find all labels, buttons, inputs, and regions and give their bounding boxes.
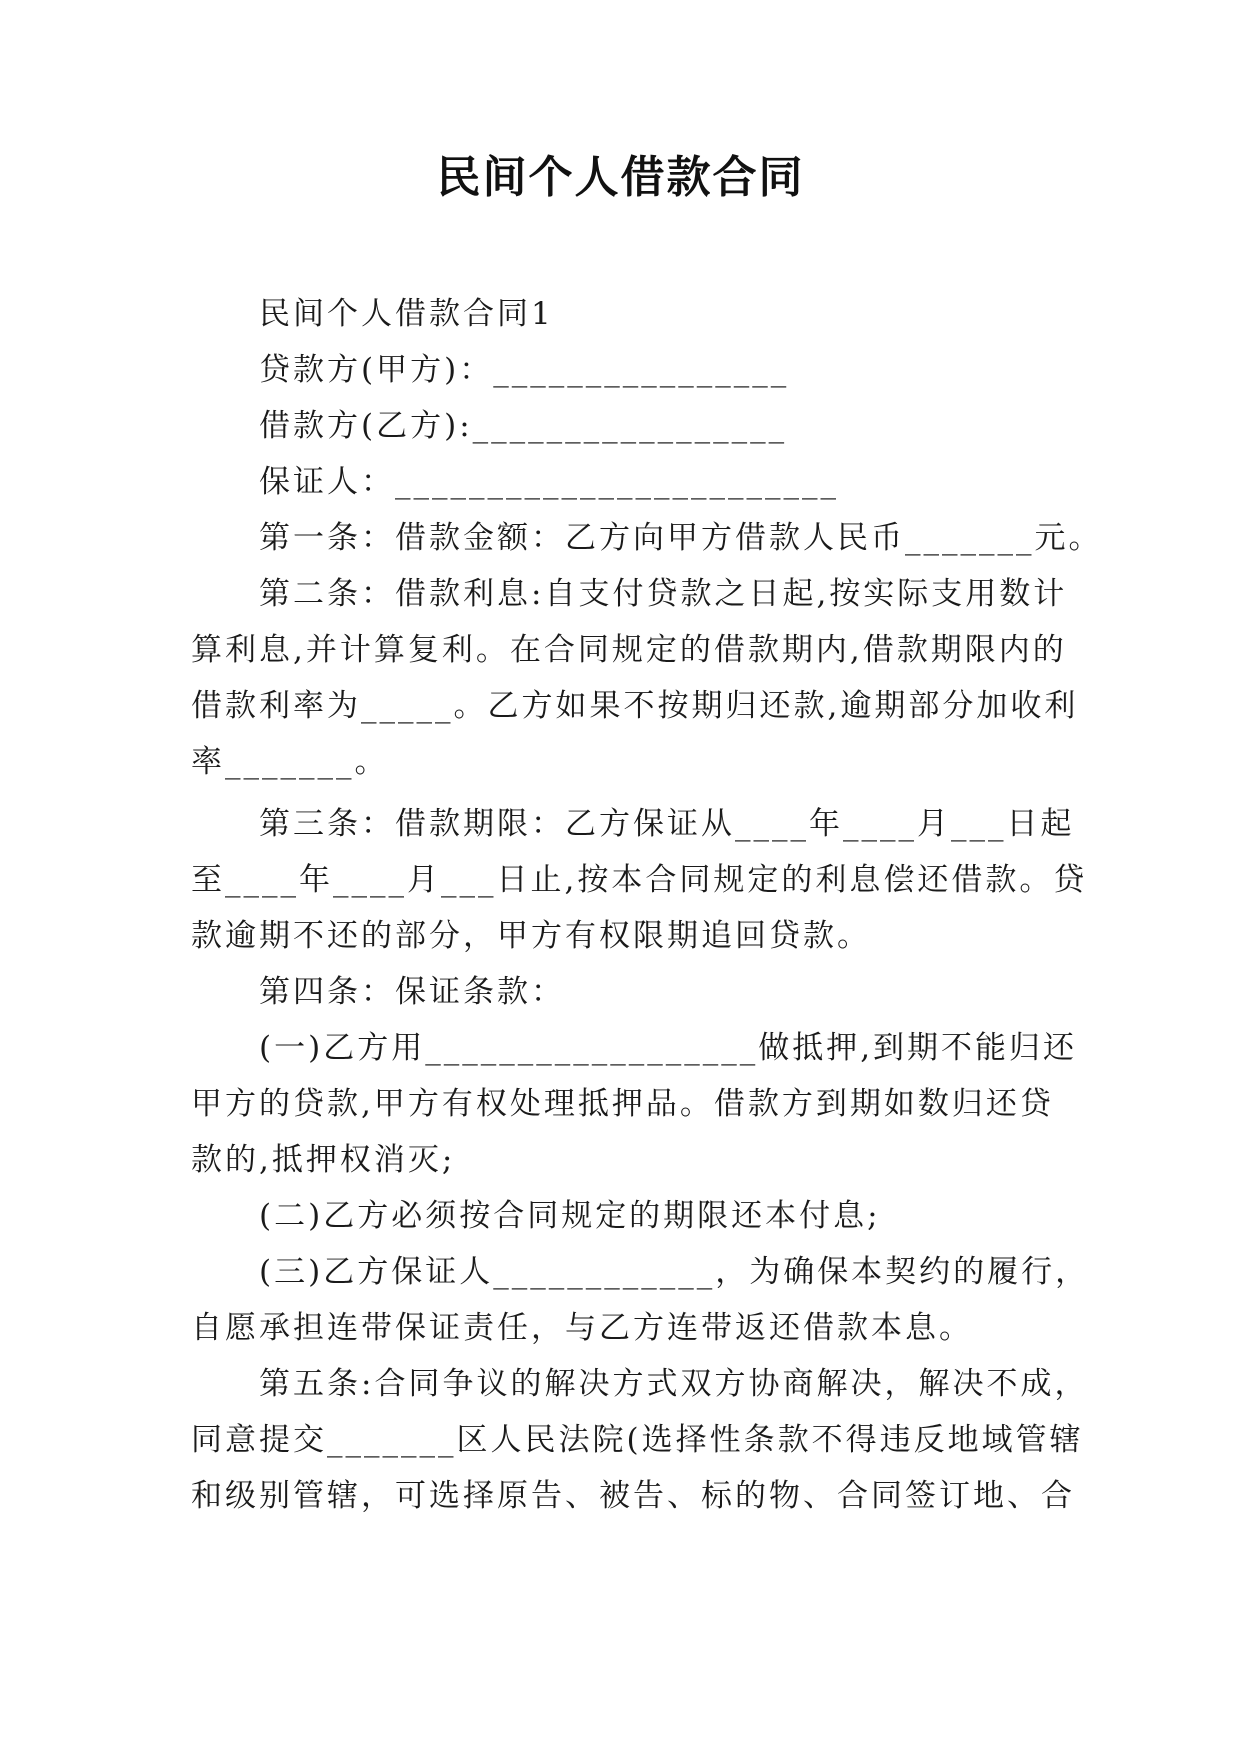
lender-line: 贷款方(甲方)：________________ — [259, 352, 790, 388]
article-4-heading: 第四条：保证条款： — [259, 974, 565, 1010]
document-title: 民间个人借款合同 — [436, 152, 805, 203]
article-2-line-2: 算利息,并计算复利。在合同规定的借款期内,借款期限内的 — [191, 632, 1067, 668]
subtitle-line: 民间个人借款合同1 — [259, 296, 554, 332]
clause-3-line-2: 自愿承担连带保证责任，与乙方连带返还借款本息。 — [191, 1310, 973, 1346]
article-3-line-3: 款逾期不还的部分，甲方有权限期追回贷款。 — [191, 918, 871, 954]
guarantor-line: 保证人：________________________ — [259, 464, 839, 500]
article-3-line-2: 至____年____月___日止,按本合同规定的利息偿还借款。贷 — [191, 862, 1088, 898]
article-5-line-3: 和级别管辖，可选择原告、被告、标的物、合同签订地、合 — [191, 1478, 1075, 1514]
borrower-line: 借款方(乙方):_________________ — [259, 408, 788, 444]
article-5-line-2: 同意提交_______区人民法院(选择性条款不得违反地域管辖 — [191, 1422, 1084, 1458]
article-5-line-1: 第五条:合同争议的解决方式双方协商解决，解决不成， — [259, 1366, 1089, 1402]
article-2-line-3: 借款利率为_____。乙方如果不按期归还款,逾期部分加收利 — [191, 688, 1079, 724]
clause-3-line-1: (三)乙方保证人____________，为确保本契约的履行， — [259, 1254, 1090, 1290]
clause-1-line-3: 款的,抵押权消灭; — [191, 1142, 456, 1178]
article-3-line-1: 第三条：借款期限：乙方保证从____年____月___日起 — [259, 806, 1075, 842]
document-body — [191, 286, 1103, 1524]
article-2-line-4: 率_______。 — [191, 744, 389, 780]
clause-2-line: (二)乙方必须按合同规定的期限还本付息; — [259, 1198, 881, 1234]
article-2-line-1: 第二条：借款利息:自支付贷款之日起,按实际支用数计 — [259, 576, 1068, 612]
clause-1-line-1: (一)乙方用__________________做抵押,到期不能归还 — [259, 1030, 1078, 1066]
article-1-line: 第一条：借款金额：乙方向甲方借款人民币_______元。 — [259, 520, 1103, 556]
clause-1-line-2: 甲方的贷款,甲方有权处理抵押品。借款方到期如数归还贷 — [191, 1086, 1054, 1122]
